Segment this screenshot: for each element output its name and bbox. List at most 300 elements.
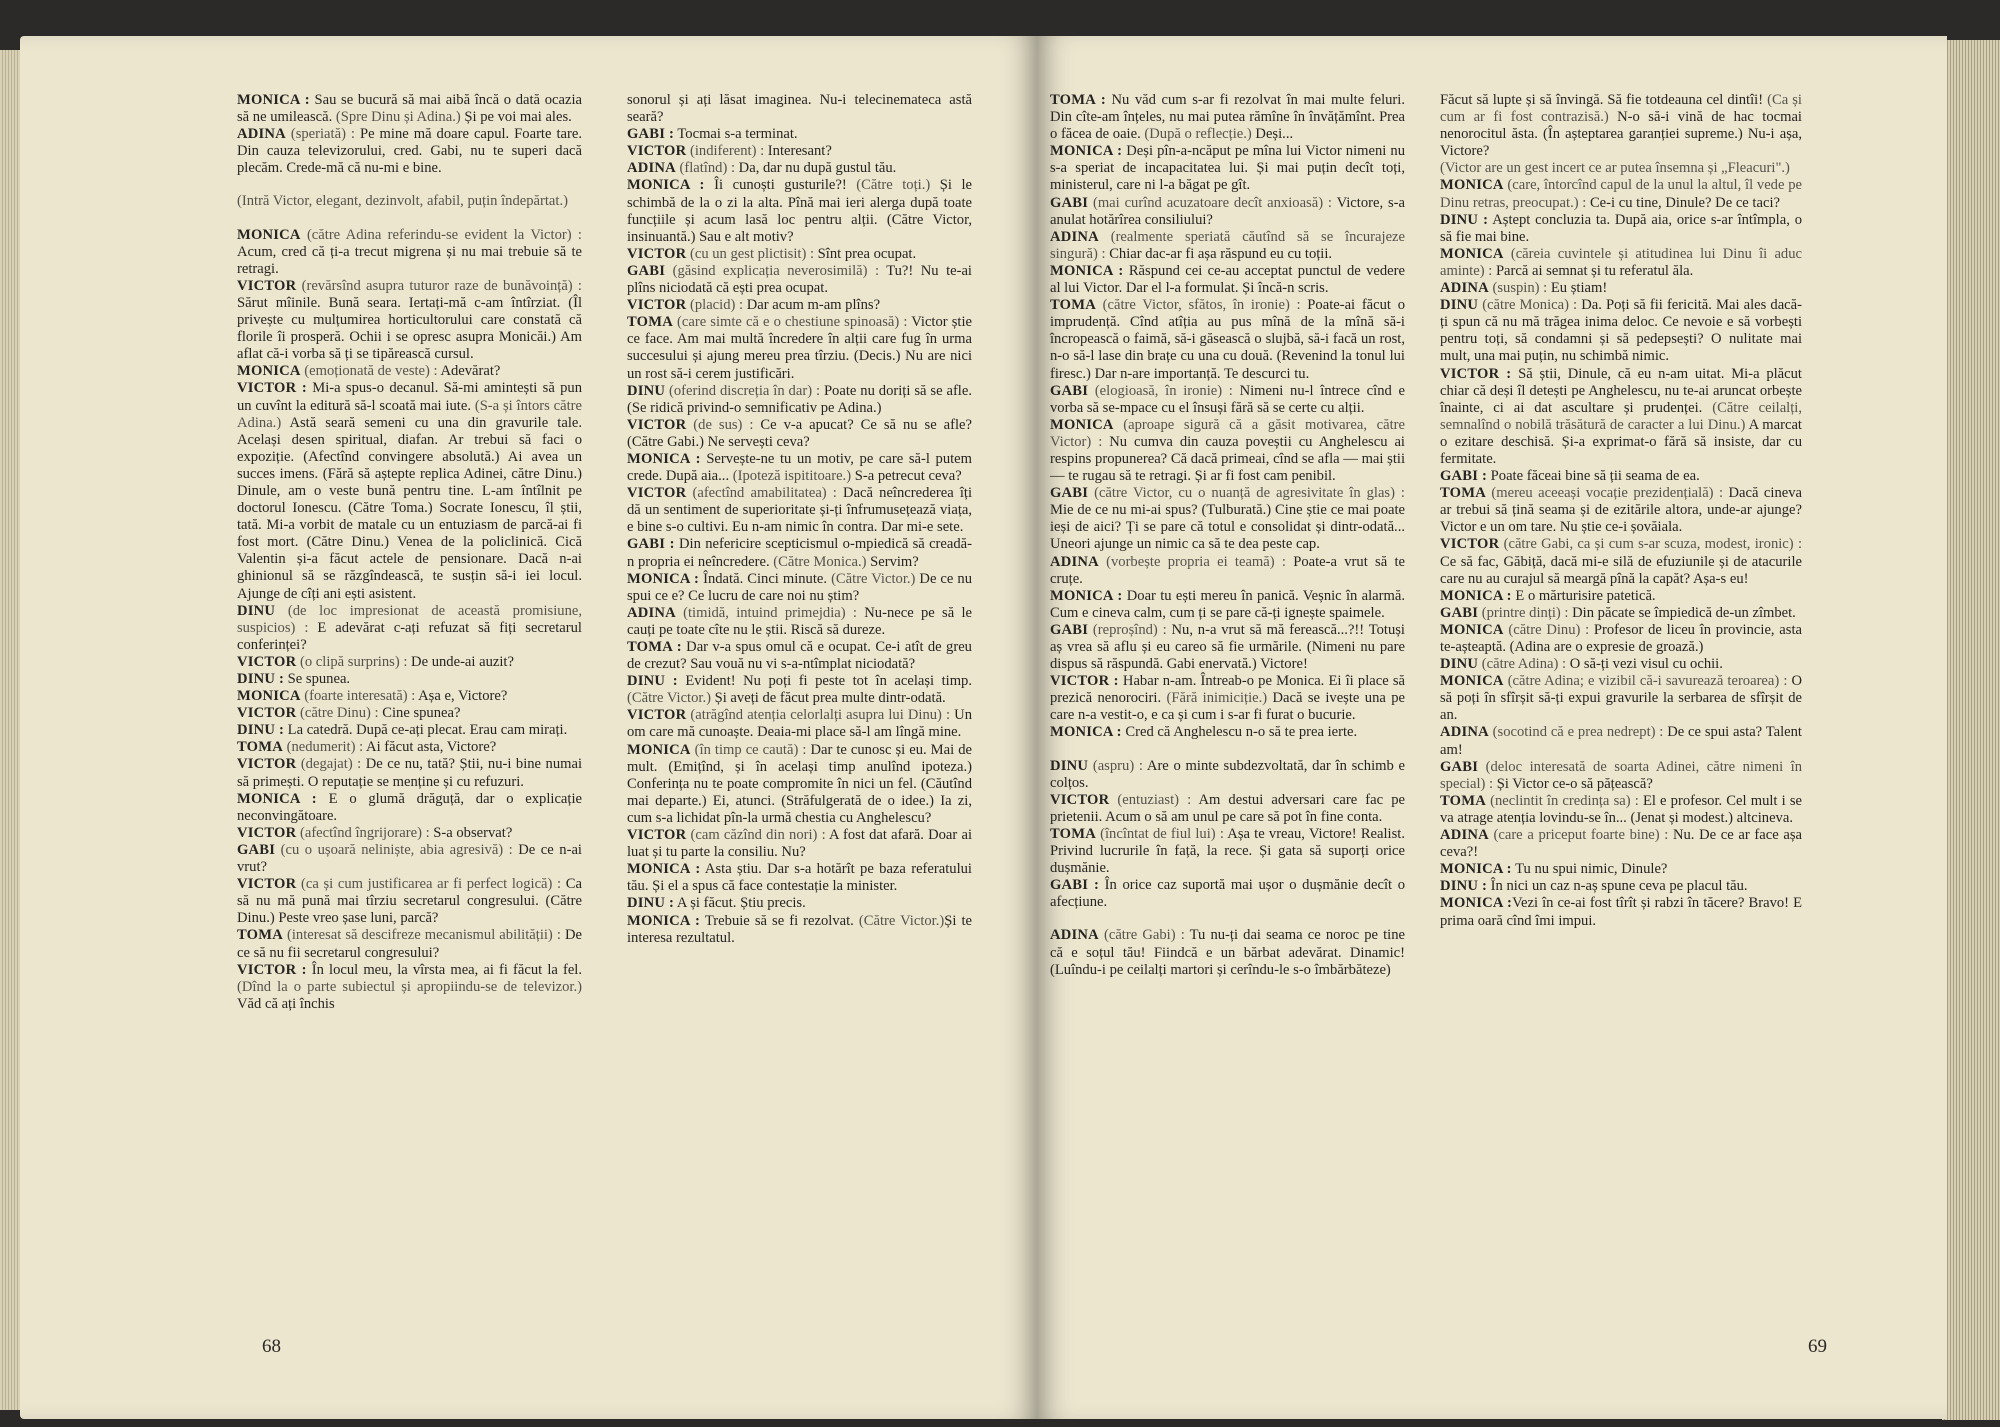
line-text: Și te interesa rezultatul. <box>627 912 972 946</box>
line-text: Trebuie să se fi rezolvat. <box>700 912 859 929</box>
speaker-name: ADINA <box>1050 553 1099 570</box>
stage-direction: (aspru) : <box>1088 757 1147 774</box>
stage-direction: (către Gabi, ca și cum s-ar scuza, modest, ironic) : <box>1499 536 1802 553</box>
dialogue-line <box>237 92 582 126</box>
speaker-name: ADINA <box>627 604 676 621</box>
dialogue-line <box>627 485 972 536</box>
stage-direction: (entuziast) : <box>1109 791 1199 808</box>
line-text: Pe mine mă doare capul. Foarte tare. Din cauza televizorului, cred. Gabi, nu te superi dacă plecăm. Crede-mă că nu-mi e bine. <box>237 126 582 177</box>
stage-direction: (aproape sigură că a găsit motivarea, către Victor) : <box>1050 416 1405 450</box>
dialogue-line <box>237 603 582 654</box>
stage-direction: (care simte că e o chestiune spinoasă) : <box>672 314 912 331</box>
dialogue-line <box>1050 792 1405 826</box>
speaker-name: TOMA <box>237 739 283 756</box>
line-text: Interesant? <box>767 143 832 160</box>
dialogue-line <box>627 742 972 827</box>
dialogue-line <box>627 861 972 895</box>
line-text: Nu-nece pe să le cauți pe toate cîte nu le știi. Riscă să dureze. <box>627 604 972 638</box>
dialogue-line <box>627 246 972 263</box>
stage-direction: (care a priceput foarte bine) : <box>1488 827 1673 844</box>
line-text: Evident! Nu poți fi peste tot în același timp. <box>677 673 972 690</box>
speaker-name: GABI : <box>1440 468 1488 485</box>
speaker-name: MONICA <box>237 688 301 705</box>
stage-direction: (către Victor, sfătos, în ironie) : <box>1095 297 1308 314</box>
dialogue-line <box>1440 468 1802 485</box>
line-text: Tu?! Nu te-ai plîns niciodată că ești prea ocupat. <box>627 262 972 297</box>
speaker-name: MONICA : <box>1050 143 1123 160</box>
dialogue-line <box>1440 280 1802 297</box>
line-text: De unde-ai auzit? <box>411 653 514 670</box>
dialogue-line <box>1440 724 1802 758</box>
dialogue-line <box>627 827 972 861</box>
dialogue-line <box>1440 878 1802 895</box>
speaker-name: VICTOR <box>627 297 687 314</box>
stage-direction: (mereu aceeași vocație prezidențială) : <box>1485 485 1729 502</box>
line-text: Din nefericire scepticismul o-mpiedică să creadă-n propria ei neîncredere. <box>627 536 973 570</box>
dialogue-line <box>1050 263 1405 297</box>
speaker-name: MONICA <box>627 741 691 758</box>
dialogue-line <box>237 227 582 278</box>
line-text: Cine spunea? <box>382 705 461 722</box>
dialogue-line <box>1440 895 1802 929</box>
dialogue-line <box>1440 861 1802 878</box>
stage-direction: (elogioasă, în ironie) : <box>1088 382 1240 399</box>
line-text: Așa te vreau, Victore! Realist. Privind lucrurile în față, la rece. Și gata să suporți orice dușmănie. <box>1050 825 1405 877</box>
dialogue-line <box>627 536 972 570</box>
line-text: Chiar dac-ar fi așa răspund eu cu toții. <box>1109 245 1333 262</box>
text-column-3 <box>1050 92 1405 979</box>
line-text: Tu nu spui nimic, Dinule? <box>1511 861 1668 878</box>
dialogue-line <box>237 380 582 602</box>
stage-direction: (atrăgînd atenția celorlalți asupra lui Dinu) : <box>686 707 955 724</box>
dialogue-line <box>627 605 972 639</box>
speaker-name: GABI <box>1050 194 1089 211</box>
speaker-name: DINU : <box>1440 211 1489 228</box>
speaker-name: ADINA <box>1440 724 1489 741</box>
stage-direction: (printre dinți) : <box>1478 604 1573 621</box>
line-text: De ce n-ai vrut? <box>237 841 582 876</box>
stage-direction: (cu un gest plictisit) : <box>686 245 818 262</box>
line-text: Servim? <box>866 553 919 570</box>
line-text: Parcă ai semnat și tu referatul ăla. <box>1495 262 1694 279</box>
speaker-name: VICTOR : <box>237 380 307 397</box>
line-text: Și pe voi mai ales. <box>460 109 572 126</box>
stage-direction: (căreia cuvintele și atitudinea lui Dinu îi aduc aminte) : <box>1440 245 1802 279</box>
stage-direction: (care, întorcînd capul de la unul la altul, îl vede pe Dinu retras, preocupat.) : <box>1440 177 1802 211</box>
dialogue-line <box>1440 759 1802 793</box>
speaker-name: MONICA : <box>627 570 700 587</box>
dialogue-line <box>237 722 582 739</box>
line-text: Sărut mîinile. Bună seara. Iertați-mă c-am întîrziat. (Îl privește cu mulțumirea horticultorului care constată că florile îi prosperă. Ochii i se opresc asupra Monicăi.) Am aflat că-i vorba să ți se tipărească cursul. <box>237 294 582 363</box>
dialogue-line <box>1440 588 1802 605</box>
speaker-name: GABI <box>1050 485 1089 502</box>
stage-direction: (către Adina; e vizibil că-i savurează teroarea) : <box>1503 673 1792 690</box>
stage-direction: (Către ceilalți, semnalînd o nobilă trăsătură de caracter a lui Dinu.) <box>1440 399 1802 433</box>
line-text: Mie de ce nu mi-ai spus? (Tulburată.) Cine știe ce mai poate ieși de aici? Ți se pare că totul e consolidat și dintr-odată... Uneori ajunge un nimic ca să te dea peste cap. <box>1050 502 1405 553</box>
speaker-name: DINU <box>1440 656 1479 673</box>
line-text: Servește-ne tu un motiv, pe care să-l putem crede. După aia... <box>627 450 973 485</box>
dialogue-line <box>1440 246 1802 280</box>
dialogue-line <box>1440 656 1802 673</box>
speaker-name: MONICA : <box>1050 262 1124 279</box>
stage-direction: (timidă, intuind primejdia) : <box>675 604 865 621</box>
stage-direction: (către Victor, cu o nuanță de agresivitate în glas) : <box>1088 485 1405 502</box>
stage-direction: (Fără inimiciție.) <box>1166 690 1268 707</box>
line-text: Poate nu doriți să se afle. (Se ridică privind-o semnificativ pe Adina.) <box>627 382 972 416</box>
dialogue-line <box>237 842 582 876</box>
stage-direction: (realmente speriată căutînd să se încurajeze singură) : <box>1050 228 1405 262</box>
speaker-name: TOMA <box>1050 297 1096 314</box>
dialogue-line <box>1440 485 1802 536</box>
dialogue-line <box>237 705 582 722</box>
speaker-name: ADINA <box>1050 228 1099 245</box>
speaker-name: MONICA : <box>1440 895 1513 912</box>
line-text: N-o să-i vină de hac tocmai nenorocitul ăsta. (În așteptarea garanției supreme.) Nu-i așa, Victore? <box>1440 109 1802 160</box>
dialogue-line <box>627 639 972 673</box>
stage-direction: (către Adina referindu-se evident la Victor) : <box>300 226 582 243</box>
stage-direction: (o clipă surprins) : <box>296 653 412 670</box>
line-text: Îi cunoști gusturile?! <box>704 177 857 194</box>
stage-direction: (ca și cum justificarea ar fi perfect logică) : <box>296 876 566 893</box>
text-column-2 <box>627 92 972 947</box>
dialogue-line <box>1440 673 1802 724</box>
line-text: De ce nu, tată? Știi, nu-i bine numai să primești. O reputație se menține și cu refuzuri. <box>237 756 582 790</box>
line-text: Are o minte subdezvoltată, dar în schimb e colțos. <box>1050 757 1405 791</box>
line-text: Victor știe ce face. Am mai multă încredere în alții care fug în urma succesului și ajung mereu prea tîrziu. (Decis.) Nu are nici un rost să-i cerem justificări. <box>627 314 972 382</box>
line-text: Asta știu. Dar s-a hotărît pe baza referatului tău. Și el a spus că face contestație la minister. <box>627 861 972 895</box>
dialogue-line <box>1440 160 1802 177</box>
line-text: Astă seară semeni cu una din gravurile tale. Același desen spiritual, diafan. Ar trebui să faci o expoziție. (Afectînd convingere absolută.) Ai avea un succes imens. (Fără să aștepte replica Adinei, către Dinu.) Dinule, am o veste bună pentru tine. L-am întîlnit pe doctorul Ionescu. (Către Toma.) Socrate Ionescu, îl știi, tată. Mi-a vorbit de matale cu un entuziasm de parcă-ai fi fost mort. (Către Dinu.) Venea de la policlinică. Cică Valentin și-a făcut actele de pensionare. Dacă n-ai ghinionul să se răzgîndească, te susțin să-i iei locul. Ajunge de cîți ani ești asistent. <box>237 414 582 602</box>
stage-direction: (Intră Victor, elegant, dezinvolt, afabil, puțin îndepărtat.) <box>237 193 568 210</box>
line-text: Vezi în ce-ai fost tîrît și rabzi în tăcere? Bravo! E prima oară cînd îmi impui. <box>1440 895 1802 929</box>
speaker-name: TOMA <box>1440 792 1486 809</box>
speaker-name: VICTOR <box>627 485 687 502</box>
stage-direction: (încîntat de fiul lui) : <box>1095 825 1228 842</box>
dialogue-line <box>627 297 972 314</box>
line-text: Se spunea. <box>284 671 351 687</box>
speaker-name: MONICA : <box>1050 724 1122 741</box>
speaker-name: VICTOR <box>1050 791 1110 808</box>
line-text: Nu. De ce ar face așa ceva?! <box>1440 827 1802 861</box>
stage-direction: (După o reflecție.) <box>1144 126 1252 143</box>
speaker-name: DINU : <box>627 895 675 912</box>
stage-direction: (vorbește propria ei teamă) : <box>1098 553 1294 570</box>
line-text: Poate-ai făcut o imprudență. Cînd atîția au pus mînă de la mînă să-i încropească o faimă, să-i găsească o slujbă, să-i facă un rost, n-o să-l lase din brațe cu una cu două. (Revenind la tonul lui firesc.) Dar n-are importanță. Te descurci tu. <box>1050 297 1405 382</box>
stage-direction: (oferind discreția în dar) : <box>665 382 824 399</box>
speaker-name: VICTOR <box>627 245 687 262</box>
stage-direction: (mai curînd acuzatoare decît anxioasă) : <box>1088 194 1337 211</box>
line-text: sonorul și ați lăsat imaginea. Nu-i telecinemateca astă seară? <box>627 92 972 126</box>
speaker-name: VICTOR : <box>1440 365 1512 382</box>
line-text: Și le schimbă de la o zi la alta. Pînă mai ieri alerga după toate funcțiile și acum lasă loc pentru alții. (Către Victor, insinuantă.) Sau e alt motiv? <box>627 177 972 245</box>
line-text: De ce spui asta? Talent am! <box>1440 724 1802 758</box>
stage-direction: (Ca și cum ar fi fost contrazisă.) <box>1440 92 1802 126</box>
speaker-name: VICTOR <box>237 653 297 670</box>
dialogue-line <box>237 363 582 380</box>
line-text: Să știi, Dinule, că eu n-am uitat. Mi-a plăcut chiar că deși îl detești pe Anghelescu, nu te-ai aruncat orbește înainte, ci ai dat ascultare și prudenței. <box>1440 365 1802 416</box>
speaker-name: GABI <box>627 262 666 279</box>
line-text: Dacă cineva ar trebui să țină seama și de ezitările altora, unde-ar ajunge? Victor e un om tare. Nu știe ce-i șovăiala. <box>1440 485 1803 536</box>
line-text: S-a petrecut ceva? <box>851 468 962 485</box>
line-text: Și aveți de făcut prea multe dintr-odată. <box>710 690 946 707</box>
speaker-name: MONICA <box>1050 416 1114 433</box>
speaker-name: DINU : <box>237 722 285 739</box>
speaker-name: GABI : <box>1050 877 1100 894</box>
dialogue-line <box>1050 195 1405 229</box>
speaker-name: ADINA <box>1440 827 1489 844</box>
line-text: Victore, s-a anulat hotărîrea consiliului? <box>1050 194 1405 228</box>
speaker-name: DINU : <box>627 673 678 690</box>
line-text: Am destui adversari care fac pe prietenii. Acum o să am unul pe care să pot în fine conta. <box>1050 791 1405 825</box>
speaker-name: VICTOR <box>237 277 297 294</box>
stage-direction: (nedumerit) : <box>282 739 367 756</box>
text-column-4 <box>1440 92 1802 930</box>
dialogue-line <box>237 876 582 927</box>
speaker-name: VICTOR <box>627 416 687 433</box>
dialogue-line <box>237 739 582 756</box>
dialogue-line <box>627 314 972 382</box>
stage-direction: (Către Victor.) <box>858 912 945 929</box>
stage-direction: (Dînd la o parte subiectul și apropiindu-se de televizor.) <box>237 978 582 995</box>
line-text: A fost dat afară. Doar ai luat și tu parte la consiliu. Nu? <box>627 827 973 861</box>
speaker-name: VICTOR : <box>1050 673 1119 690</box>
dialogue-line <box>1050 673 1405 724</box>
stage-direction: (Ipoteză ispititoare.) <box>732 468 852 485</box>
dialogue-line <box>1440 177 1802 211</box>
line-text: Din păcate se împiedică de-un zîmbet. <box>1572 604 1796 621</box>
line-text: Poate-a vrut să te cruțe. <box>1050 553 1405 587</box>
dialogue-line <box>627 383 972 417</box>
dialogue-line <box>237 193 582 210</box>
line-text: Eu știam! <box>1550 280 1608 297</box>
line-text: Nu, n-a vrut să mă ferească...?!! Totuși aș vrea să aflu și eu careo să fie urmările. (Nimeni nu pare dispus să răspundă. Gabi enervată.) Victore! <box>1050 621 1405 673</box>
speaker-name: MONICA : <box>1050 587 1123 604</box>
dialogue-line <box>1050 724 1405 741</box>
dialogue-line <box>1050 297 1405 382</box>
speaker-name: GABI <box>1050 621 1089 638</box>
speaker-name: ADINA <box>627 160 676 177</box>
page-number-right: 69 <box>1808 1336 1827 1357</box>
line-text: Sînt prea ocupat. <box>817 245 917 262</box>
line-text: Sau se bucură să mai aibă încă o dată ocazia să ne umilească. <box>237 92 582 126</box>
speaker-name: MONICA : <box>1440 861 1512 878</box>
dialogue-line <box>237 791 582 825</box>
dialogue-line <box>237 962 582 1013</box>
line-text: Ca să nu mă pună mai tîrziu secretarul congresului. (Către Dinu.) Peste vreo șase luni, parcă? <box>237 876 582 927</box>
speaker-name: GABI : <box>627 536 675 553</box>
dialogue-line <box>1050 92 1405 143</box>
line-text: Adevărat? <box>440 363 501 380</box>
speaker-name: TOMA <box>1050 825 1096 842</box>
line-text: În nici un caz n-aș spune ceva pe placul tău. <box>1487 878 1748 895</box>
line-text: În locul meu, la vîrsta mea, ai fi făcut la fel. <box>306 961 582 978</box>
line-text: S-a observat? <box>433 824 513 841</box>
line-text: Acum, cred că ți-a trecut migrena și nu mai trebuie să te retragi. <box>237 243 582 277</box>
stage-direction: (Spre Dinu și Adina.) <box>335 109 461 126</box>
stage-direction: (afectînd amabilitatea) : <box>686 485 844 502</box>
stage-direction: (Victor are un gest incert ce ar putea însemna și „Fleacuri".) <box>1440 160 1790 177</box>
stage-direction: (către Gabi) : <box>1098 927 1190 944</box>
speaker-name: MONICA <box>1440 621 1504 638</box>
line-text: Poate făceai bine să ții seama de ea. <box>1487 468 1700 485</box>
speaker-name: MONICA <box>1440 245 1504 262</box>
dialogue-line <box>1050 877 1405 911</box>
speaker-name: MONICA : <box>627 450 701 467</box>
speaker-name: VICTOR <box>237 824 297 841</box>
line-text: O să poți în sfîrșit să-ți expui gravurile la serbarea de sfîrșit de an. <box>1440 673 1802 724</box>
speaker-name: DINU <box>627 382 666 399</box>
dialogue-line <box>1440 622 1802 656</box>
stage-direction: (de loc impresionat de această promisiune, suspicios) : <box>237 602 582 636</box>
speaker-name: DINU : <box>1440 878 1488 895</box>
stage-direction: (către Monica) : <box>1478 297 1582 314</box>
line-text: Făcut să lupte și să învingă. Să fie totdeauna cel dintîi! <box>1440 92 1768 108</box>
line-text: Da. Poți să fii fericită. Mai ales dacă-ți spun că nu mă trăgea inima deloc. Ce nevoie e să vorbești pentru toți, să condamni și să pedepsești? O nulitate mai mult, una mai puțin, nu schimbă nimic. <box>1440 297 1802 365</box>
stage-direction: (în timp ce caută) : <box>690 741 811 758</box>
dialogue-line <box>237 654 582 671</box>
speaker-name: VICTOR <box>627 143 687 160</box>
speaker-name: DINU <box>1440 297 1479 314</box>
line-text: Habar n-am. Întreab-o pe Monica. Ei îi place să prezică nenorociri. <box>1050 673 1405 707</box>
speaker-name: VICTOR <box>1440 536 1500 553</box>
speaker-name: MONICA : <box>627 861 701 878</box>
line-text: O să-ți vezi visul cu ochii. <box>1569 656 1723 673</box>
dialogue-line <box>627 92 972 126</box>
dialogue-line <box>237 756 582 790</box>
dialogue-line <box>1050 143 1405 194</box>
line-text: Nu cumva din cauza poveștii cu Anghelescu ai respins propunerea? Că dacă primeai, cînd se afla — mai știi — te rugau să te retragi. Și ar fi fost cam penibil. <box>1050 433 1405 485</box>
line-text: Cred că Anghelescu n-o să te prea ierte. <box>1121 724 1358 741</box>
stage-direction: (către Adina) : <box>1478 656 1570 673</box>
speaker-name: VICTOR <box>237 756 297 773</box>
dialogue-line <box>627 707 972 741</box>
line-text: Nu văd cum s-ar fi rezolvat în mai multe feluri. Din cîte-am înțeles, nu mai putea rămîne în învățămînt. Prea o făcea de oaie. <box>1050 92 1405 143</box>
line-text: Dar acum m-am plîns? <box>746 297 881 314</box>
line-text: Deși... <box>1251 126 1294 143</box>
dialogue-line <box>237 671 582 688</box>
speaker-name: VICTOR <box>237 876 297 893</box>
line-text: Răspund cei ce-au acceptat punctul de vedere al lui Victor. Dar el l-a formulat. Și încă-n scris. <box>1050 262 1405 297</box>
dialogue-line <box>1050 826 1405 877</box>
dialogue-line <box>1050 417 1405 485</box>
dialogue-line <box>627 451 972 485</box>
line-text: Doar tu ești mereu în panică. Veșnic în alarmă. Cum e cineva calm, cum ți se pare că-ți ignește spaimele. <box>1050 587 1405 621</box>
speaker-name: GABI <box>237 841 276 858</box>
speaker-name: GABI <box>1050 382 1089 399</box>
line-text: E o mărturisire patetică. <box>1511 587 1656 604</box>
line-text: Dacă se ivește una pe care n-a vestit-o, e ca și cum i s-ar fi furat o bucurie. <box>1050 690 1405 724</box>
line-text: E adevărat c-ați refuzat să fiți secretarul conferinței? <box>237 619 582 653</box>
stage-direction: (către Dinu) : <box>296 705 383 722</box>
speaker-name: ADINA <box>1440 280 1489 297</box>
speaker-name: ADINA <box>237 126 286 143</box>
speaker-name: ADINA <box>1050 927 1099 944</box>
line-text: Ai făcut asta, Victore? <box>366 739 497 756</box>
stage-direction: (Către Victor.) <box>627 690 711 707</box>
speaker-name: GABI : <box>627 126 675 143</box>
line-text: Tu nu-ți dai seama ce noroc pe tine că e soțul tău! Fiindcă e un bărbat adevărat. Dinamic! (Luîndu-i pe ceilalți martori și cerîndu-le s-o îmbărbăteze) <box>1050 927 1405 978</box>
speaker-name: TOMA <box>627 314 673 331</box>
dialogue-line <box>1050 758 1405 792</box>
dialogue-line <box>627 143 972 160</box>
stage-direction: (reproșînd) : <box>1088 621 1172 638</box>
stage-direction: (deloc interesată de soarta Adinei, către nimeni în special) : <box>1440 758 1802 792</box>
speaker-name: GABI <box>1440 758 1479 775</box>
stage-direction: (foarte interesată) : <box>300 688 419 705</box>
stage-direction: (interesat să descifreze mecanismul abilității) : <box>282 927 565 944</box>
stage-direction: (Către Monica.) <box>773 553 867 570</box>
speaker-name: DINU <box>1050 757 1089 774</box>
dialogue-line <box>1440 827 1802 861</box>
line-text: Văd că ați închis <box>237 995 335 1012</box>
stage-direction: (cam căzînd din nori) : <box>686 827 830 844</box>
stage-direction: (speriată) : <box>285 126 360 143</box>
line-text: Îndată. Cinci minute. <box>699 570 832 587</box>
line-text: Deși pîn-a-ncăput pe mîna lui Victor nimeni nu s-a speriat de incapacitatea lui. Și mai puțin decît toți, ministerul, care ni l-a băgat pe gît. <box>1050 143 1405 194</box>
dialogue-line <box>627 177 972 245</box>
line-text: Ce v-a apucat? Ce să nu se afle? (Către Gabi.) Ne servești ceva? <box>627 416 972 450</box>
speaker-name: DINU <box>237 602 276 619</box>
dialogue-line <box>237 688 582 705</box>
line-text: În orice caz suportă mai ușor o dușmănie decît o afecțiune. <box>1050 877 1406 911</box>
line-text: Dar te cunosc și eu. Mai de mult. (Emițînd, și în același timp anulînd ipoteza.) Conferința nu te poate compromite în nici un fel. (Căutînd mai departe.) Ei, atunci. (Străfulgerată de o idee.) Ia zi, cum s-a lichidat pîn-la urmă chestia cu Anghelescu? <box>627 741 972 826</box>
stage-direction: (emoționată de veste) : <box>300 363 441 380</box>
page-edges-right <box>1942 40 2000 1420</box>
speaker-name: MONICA : <box>237 92 310 108</box>
dialogue-line <box>627 571 972 605</box>
line-text: Și Victor ce-o să pățească? <box>1496 775 1653 792</box>
speaker-name: MONICA <box>1440 673 1504 690</box>
stage-direction: (revărsînd asupra tuturor raze de bunăvoință) : <box>296 277 582 294</box>
line-text: A și făcut. Știu precis. <box>674 895 806 912</box>
line-text: De ce să nu fii secretarul congresului? <box>237 927 582 961</box>
line-text: Aștept concluzia ta. După aia, orice s-ar întîmpla, o să fie mai bine. <box>1440 211 1802 245</box>
dialogue-line <box>1440 92 1802 160</box>
stage-direction: (suspin) : <box>1488 280 1551 297</box>
line-text: Profesor de liceu în provincie, asta te-așteaptă. (Adina are o expresie de groază.) <box>1440 621 1802 655</box>
stage-direction: (indiferent) : <box>686 143 768 160</box>
line-text: Dar v-a spus omul că e ocupat. Ce-i atît de greu de crezut? Sau vouă nu vi s-a-ntîmplat niciodată? <box>627 639 972 673</box>
dialogue-line <box>627 895 972 912</box>
speaker-name: GABI <box>1440 604 1479 621</box>
line-text: Dacă neîncrederea îți dă un sentiment de superioritate și-ți înfrumusețează viața, e bine s-o cultivi. Eu n-am nimic în contra. Dar mi-e sete. <box>627 485 973 536</box>
dialogue-line <box>1440 605 1802 622</box>
line-text: Nimeni nu-l întrece cînd e vorba să se-mpace cu el însuși fără să se certe cu alții. <box>1050 382 1405 416</box>
dialogue-line <box>1440 536 1802 587</box>
speaker-name: TOMA : <box>627 639 682 655</box>
stage-direction: (S-a și întors către Adina.) <box>237 397 582 431</box>
dialogue-line <box>237 278 582 363</box>
speaker-name: VICTOR <box>627 827 687 844</box>
stage-direction: (de sus) : <box>686 416 761 433</box>
stage-direction: (Către toți.) <box>856 177 931 194</box>
stage-direction: (afectînd îngrijorare) : <box>296 824 434 841</box>
speaker-name: MONICA : <box>1440 587 1512 604</box>
line-text: Mi-a spus-o decanul. Să-mi amintești să pun un cuvînt la editură să-l scoată mai iute. <box>237 380 583 414</box>
speaker-name: MONICA <box>1440 177 1504 194</box>
dialogue-line <box>1440 297 1802 365</box>
stage-direction: (găsind explicația neverosimilă) : <box>665 262 887 279</box>
dialogue-line <box>237 825 582 842</box>
dialogue-line <box>627 160 972 177</box>
dialogue-line <box>627 673 972 707</box>
stage-direction: (flatînd) : <box>675 160 739 177</box>
dialogue-line <box>627 417 972 451</box>
speaker-name: DINU : <box>237 671 285 687</box>
dialogue-line <box>1050 927 1405 978</box>
text-column-1 <box>237 92 582 1013</box>
dialogue-line <box>1050 229 1405 263</box>
